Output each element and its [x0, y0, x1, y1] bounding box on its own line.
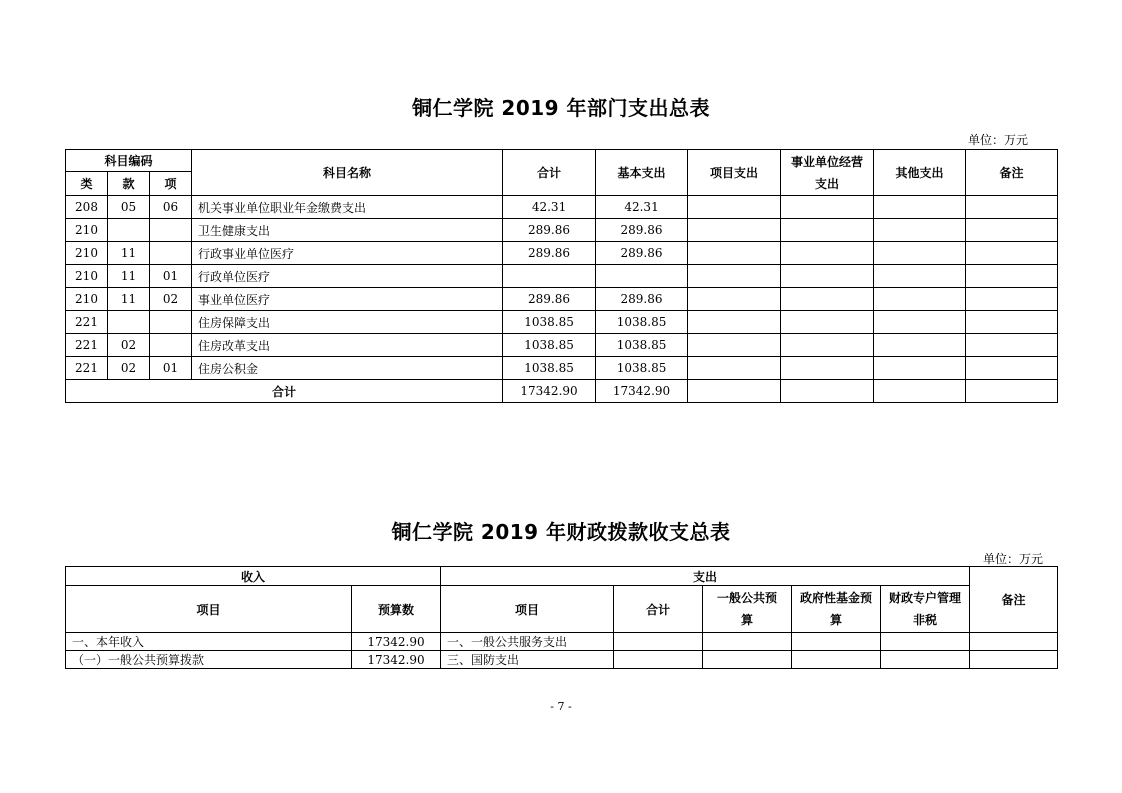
code-kuan: 05 — [108, 196, 150, 219]
income-item: 一、本年收入 — [66, 633, 352, 651]
business-value — [781, 334, 874, 357]
header-budget: 预算数 — [352, 586, 441, 633]
page-number: - 7 - — [550, 700, 572, 713]
other-value — [874, 288, 966, 311]
table2-title: 铜仁学院 2019 年财政拨款收支总表 — [391, 520, 731, 544]
code-lei: 221 — [66, 334, 108, 357]
code-xiang — [150, 311, 192, 334]
fiscal-allocation-table — [65, 566, 1058, 669]
header-kuan: 款 — [108, 172, 150, 196]
code-lei: 210 — [66, 288, 108, 311]
code-kuan: 02 — [108, 357, 150, 380]
total-value: 1038.85 — [503, 357, 596, 380]
code-xiang: 06 — [150, 196, 192, 219]
note-value — [966, 311, 1058, 334]
other-value — [874, 219, 966, 242]
subject-name: 住房公积金 — [192, 357, 503, 380]
header-income-item: 项目 — [66, 586, 352, 633]
business-value — [781, 265, 874, 288]
table-row — [66, 265, 1058, 288]
cell — [874, 380, 966, 403]
subject-name: 事业单位医疗 — [192, 288, 503, 311]
header-special-account: 财政专户管理非税 — [881, 586, 970, 633]
table-row — [66, 219, 1058, 242]
code-xiang: 01 — [150, 357, 192, 380]
table1-title: 铜仁学院 2019 年部门支出总表 — [411, 96, 711, 120]
total-label: 合计 — [66, 380, 503, 403]
subject-name: 卫生健康支出 — [192, 219, 503, 242]
table-row — [66, 288, 1058, 311]
total-value: 289.86 — [503, 242, 596, 265]
total-value: 1038.85 — [503, 311, 596, 334]
note-value — [970, 633, 1058, 651]
note-value — [970, 651, 1058, 669]
other-value — [874, 242, 966, 265]
header-general-budget: 一般公共预算 — [703, 586, 792, 633]
budget-value: 17342.90 — [352, 651, 441, 669]
table-row — [66, 651, 1058, 669]
total-value: 1038.85 — [503, 334, 596, 357]
business-value — [781, 242, 874, 265]
total-value: 17342.90 — [503, 380, 596, 403]
table1-unit: 单位：万元 — [968, 133, 1029, 147]
cell — [688, 380, 781, 403]
project-value — [688, 288, 781, 311]
code-lei: 210 — [66, 265, 108, 288]
code-kuan: 11 — [108, 242, 150, 265]
header-expense-item: 项目 — [441, 586, 614, 633]
project-value — [688, 219, 781, 242]
fund-value — [792, 651, 881, 669]
code-xiang — [150, 219, 192, 242]
project-value — [688, 265, 781, 288]
subject-name: 住房改革支出 — [192, 334, 503, 357]
special-value — [881, 633, 970, 651]
code-lei: 221 — [66, 311, 108, 334]
header-business-expense: 事业单位经营支出 — [781, 150, 874, 196]
department-expense-table — [65, 149, 1058, 403]
code-kuan: 02 — [108, 334, 150, 357]
table-row — [66, 633, 1058, 651]
total-basic-value: 17342.90 — [596, 380, 688, 403]
total-value: 289.86 — [503, 288, 596, 311]
note-value — [966, 334, 1058, 357]
code-kuan — [108, 311, 150, 334]
total-value: 289.86 — [503, 219, 596, 242]
code-xiang: 01 — [150, 265, 192, 288]
other-value — [874, 196, 966, 219]
total-value: 42.31 — [503, 196, 596, 219]
subject-name: 机关事业单位职业年金缴费支出 — [192, 196, 503, 219]
note-value — [966, 242, 1058, 265]
fund-value — [792, 633, 881, 651]
note-value — [966, 265, 1058, 288]
total-value — [614, 633, 703, 651]
expense-item: 三、国防支出 — [441, 651, 614, 669]
project-value — [688, 334, 781, 357]
header-expense: 支出 — [441, 567, 970, 586]
header-gov-fund: 政府性基金预算 — [792, 586, 881, 633]
expense-item: 一、一般公共服务支出 — [441, 633, 614, 651]
table-row — [66, 334, 1058, 357]
header-code-group: 科目编码 — [66, 150, 192, 172]
other-value — [874, 334, 966, 357]
table-row — [66, 311, 1058, 334]
subject-name: 行政单位医疗 — [192, 265, 503, 288]
total-value — [503, 265, 596, 288]
code-lei: 221 — [66, 357, 108, 380]
header-project-expense: 项目支出 — [688, 150, 781, 196]
basic-value: 1038.85 — [596, 311, 688, 334]
code-lei: 208 — [66, 196, 108, 219]
note-value — [966, 219, 1058, 242]
code-xiang — [150, 242, 192, 265]
table-row — [66, 242, 1058, 265]
general-value — [703, 651, 792, 669]
header-basic-expense: 基本支出 — [596, 150, 688, 196]
code-kuan: 11 — [108, 288, 150, 311]
business-value — [781, 288, 874, 311]
other-value — [874, 311, 966, 334]
budget-value: 17342.90 — [352, 633, 441, 651]
project-value — [688, 196, 781, 219]
income-item: （一）一般公共预算拨款 — [66, 651, 352, 669]
basic-value: 1038.85 — [596, 357, 688, 380]
subject-name: 住房保障支出 — [192, 311, 503, 334]
basic-value — [596, 265, 688, 288]
code-lei: 210 — [66, 219, 108, 242]
basic-value: 289.86 — [596, 242, 688, 265]
note-value — [966, 196, 1058, 219]
subject-name: 行政事业单位医疗 — [192, 242, 503, 265]
header-note: 备注 — [966, 150, 1058, 196]
other-value — [874, 357, 966, 380]
code-xiang: 02 — [150, 288, 192, 311]
table-row — [66, 196, 1058, 219]
header-xiang: 项 — [150, 172, 192, 196]
table2-unit: 单位：万元 — [983, 552, 1044, 566]
code-kuan: 11 — [108, 265, 150, 288]
code-xiang — [150, 334, 192, 357]
code-kuan — [108, 219, 150, 242]
table-row — [66, 357, 1058, 380]
special-value — [881, 651, 970, 669]
header-total: 合计 — [503, 150, 596, 196]
business-value — [781, 311, 874, 334]
basic-value: 42.31 — [596, 196, 688, 219]
code-lei: 210 — [66, 242, 108, 265]
business-value — [781, 357, 874, 380]
header-subject-name: 科目名称 — [192, 150, 503, 196]
business-value — [781, 196, 874, 219]
cell — [966, 380, 1058, 403]
basic-value: 1038.85 — [596, 334, 688, 357]
total-value — [614, 651, 703, 669]
business-value — [781, 219, 874, 242]
basic-value: 289.86 — [596, 219, 688, 242]
note-value — [966, 288, 1058, 311]
project-value — [688, 357, 781, 380]
header-total: 合计 — [614, 586, 703, 633]
header-income: 收入 — [66, 567, 441, 586]
project-value — [688, 242, 781, 265]
general-value — [703, 633, 792, 651]
other-value — [874, 265, 966, 288]
note-value — [966, 357, 1058, 380]
basic-value: 289.86 — [596, 288, 688, 311]
header-lei: 类 — [66, 172, 108, 196]
cell — [781, 380, 874, 403]
header-note: 备注 — [970, 567, 1058, 633]
project-value — [688, 311, 781, 334]
header-other-expense: 其他支出 — [874, 150, 966, 196]
table1-total-row — [66, 380, 1058, 403]
